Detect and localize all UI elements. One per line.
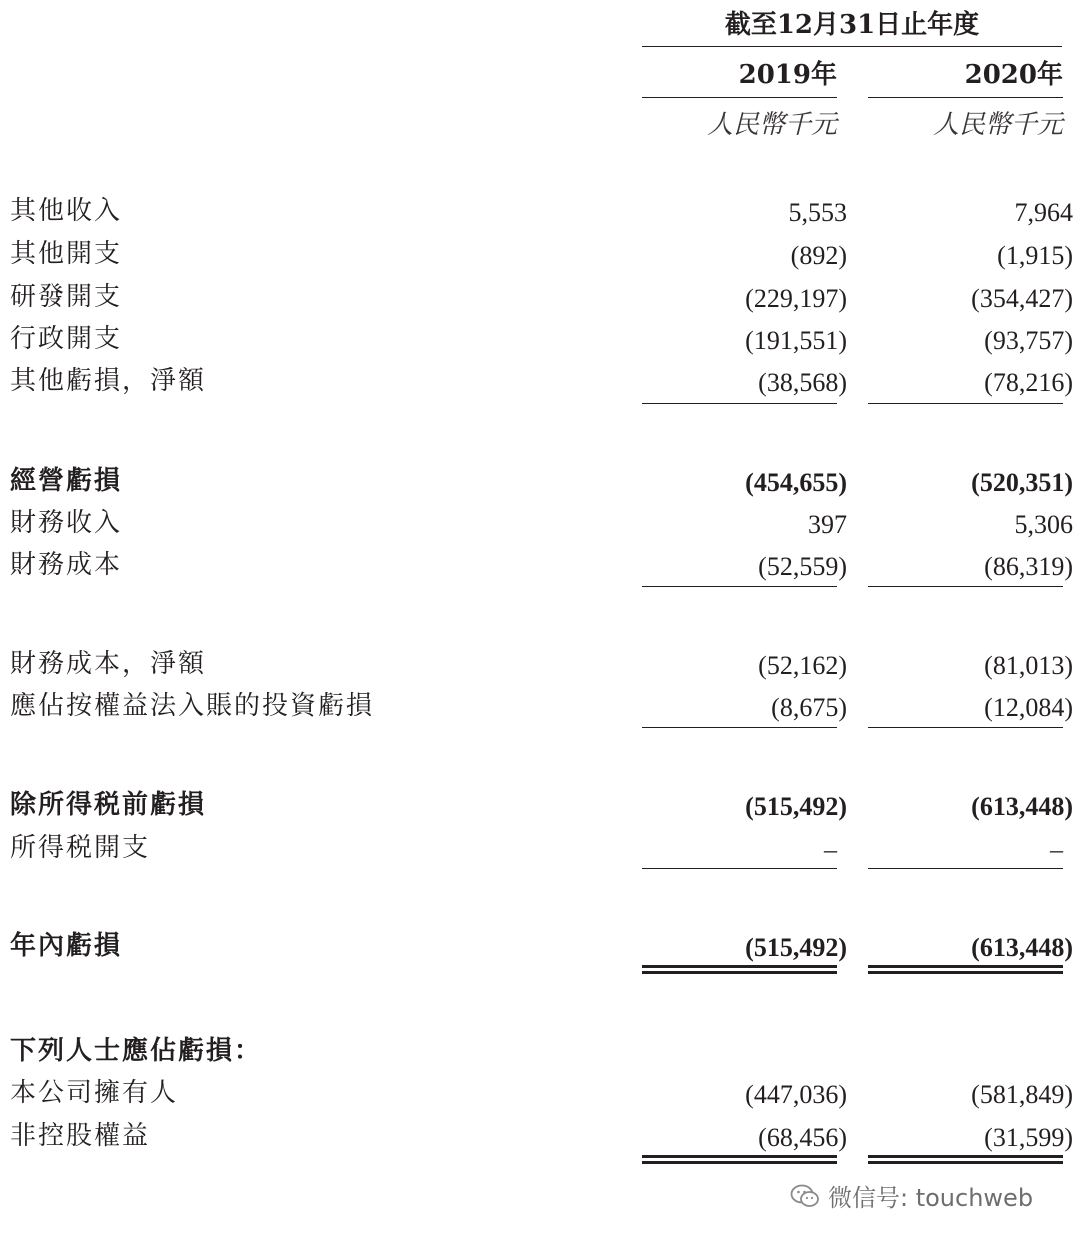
row-value-2020: – <box>1050 835 1063 864</box>
row-label-finance-costs-net: 財務成本，淨額 <box>10 649 207 679</box>
subtotal-rule <box>868 586 1063 587</box>
row-label-other-expenses: 其他開支 <box>10 239 123 269</box>
row-value-2019: (8,675) <box>771 693 847 722</box>
wechat-icon <box>790 1183 820 1209</box>
year-2020-header: 2020年 <box>964 60 1063 90</box>
row-value-2020: (581,849) <box>971 1080 1073 1109</box>
subtotal-rule <box>868 868 1063 869</box>
year-2019-header: 2019年 <box>738 60 837 90</box>
row-label-loss-before-tax: 除所得税前虧損 <box>10 790 207 820</box>
period-underline <box>642 46 1062 47</box>
row-value-2019: (515,492) <box>745 933 847 962</box>
row-value-2019: (892) <box>790 241 847 270</box>
row-value-2020: (86,319) <box>984 552 1073 581</box>
row-value-2019: 397 <box>808 510 847 539</box>
year-2020-underline <box>868 97 1063 98</box>
subtotal-rule <box>642 403 837 404</box>
row-value-2020: (93,757) <box>984 326 1073 355</box>
subtotal-rule <box>868 727 1063 728</box>
row-label-owners-of-company: 本公司擁有人 <box>10 1078 179 1108</box>
row-label-income-tax: 所得税開支 <box>10 833 151 863</box>
row-value-2019: (191,551) <box>745 326 847 355</box>
row-value-2019: (447,036) <box>745 1080 847 1109</box>
total-double-rule <box>642 965 837 974</box>
row-value-2019: (52,559) <box>758 552 847 581</box>
row-label-non-controlling-interests: 非控股權益 <box>10 1121 151 1151</box>
row-value-2020: (520,351) <box>971 468 1073 497</box>
row-label-operating-loss: 經營虧損 <box>10 466 123 496</box>
row-label-loss-for-year: 年內虧損 <box>10 931 123 961</box>
row-value-2020: 5,306 <box>1014 510 1073 539</box>
row-value-2019: 5,553 <box>788 198 847 227</box>
year-2019-underline <box>642 97 837 98</box>
row-value-2019: (229,197) <box>745 284 847 313</box>
row-value-2020: (354,427) <box>971 284 1073 313</box>
row-value-2020: (78,216) <box>984 368 1073 397</box>
row-value-2019: (68,456) <box>758 1123 847 1152</box>
row-value-2019: (454,655) <box>745 468 847 497</box>
row-label-loss-attributable: 下列人士應佔虧損： <box>10 1036 263 1066</box>
unit-2020: 人民幣千元 <box>932 110 1063 140</box>
row-label-finance-costs: 財務成本 <box>10 550 123 580</box>
subtotal-rule <box>868 403 1063 404</box>
total-double-rule <box>868 1155 1063 1164</box>
row-value-2019: (515,492) <box>745 792 847 821</box>
row-value-2019: (52,162) <box>758 651 847 680</box>
row-value-2020: 7,964 <box>1014 198 1073 227</box>
row-label-finance-income: 財務收入 <box>10 508 123 538</box>
watermark <box>790 1178 1033 1213</box>
row-value-2020: (12,084) <box>984 693 1073 722</box>
subtotal-rule <box>642 586 837 587</box>
row-value-2020: (613,448) <box>971 792 1073 821</box>
row-value-2020: (1,915) <box>997 241 1073 270</box>
row-value-2020: (81,013) <box>984 651 1073 680</box>
row-label-equity-method-loss: 應佔按權益法入賬的投資虧損 <box>10 691 375 721</box>
row-value-2019: – <box>824 835 837 864</box>
subtotal-rule <box>642 727 837 728</box>
row-label-other-income: 其他收入 <box>10 196 123 226</box>
total-double-rule <box>868 965 1063 974</box>
period-heading: 截至12月31日止年度 <box>724 10 980 40</box>
unit-2019: 人民幣千元 <box>706 110 837 140</box>
row-label-rnd-expenses: 研發開支 <box>10 282 123 312</box>
watermark-text: 微信号: touchweb <box>828 1184 1034 1212</box>
row-value-2020: (613,448) <box>971 933 1073 962</box>
subtotal-rule <box>642 868 837 869</box>
row-value-2020: (31,599) <box>984 1123 1073 1152</box>
row-label-admin-expenses: 行政開支 <box>10 324 123 354</box>
total-double-rule <box>642 1155 837 1164</box>
row-value-2019: (38,568) <box>758 368 847 397</box>
row-label-other-losses-net: 其他虧損，淨額 <box>10 366 207 396</box>
